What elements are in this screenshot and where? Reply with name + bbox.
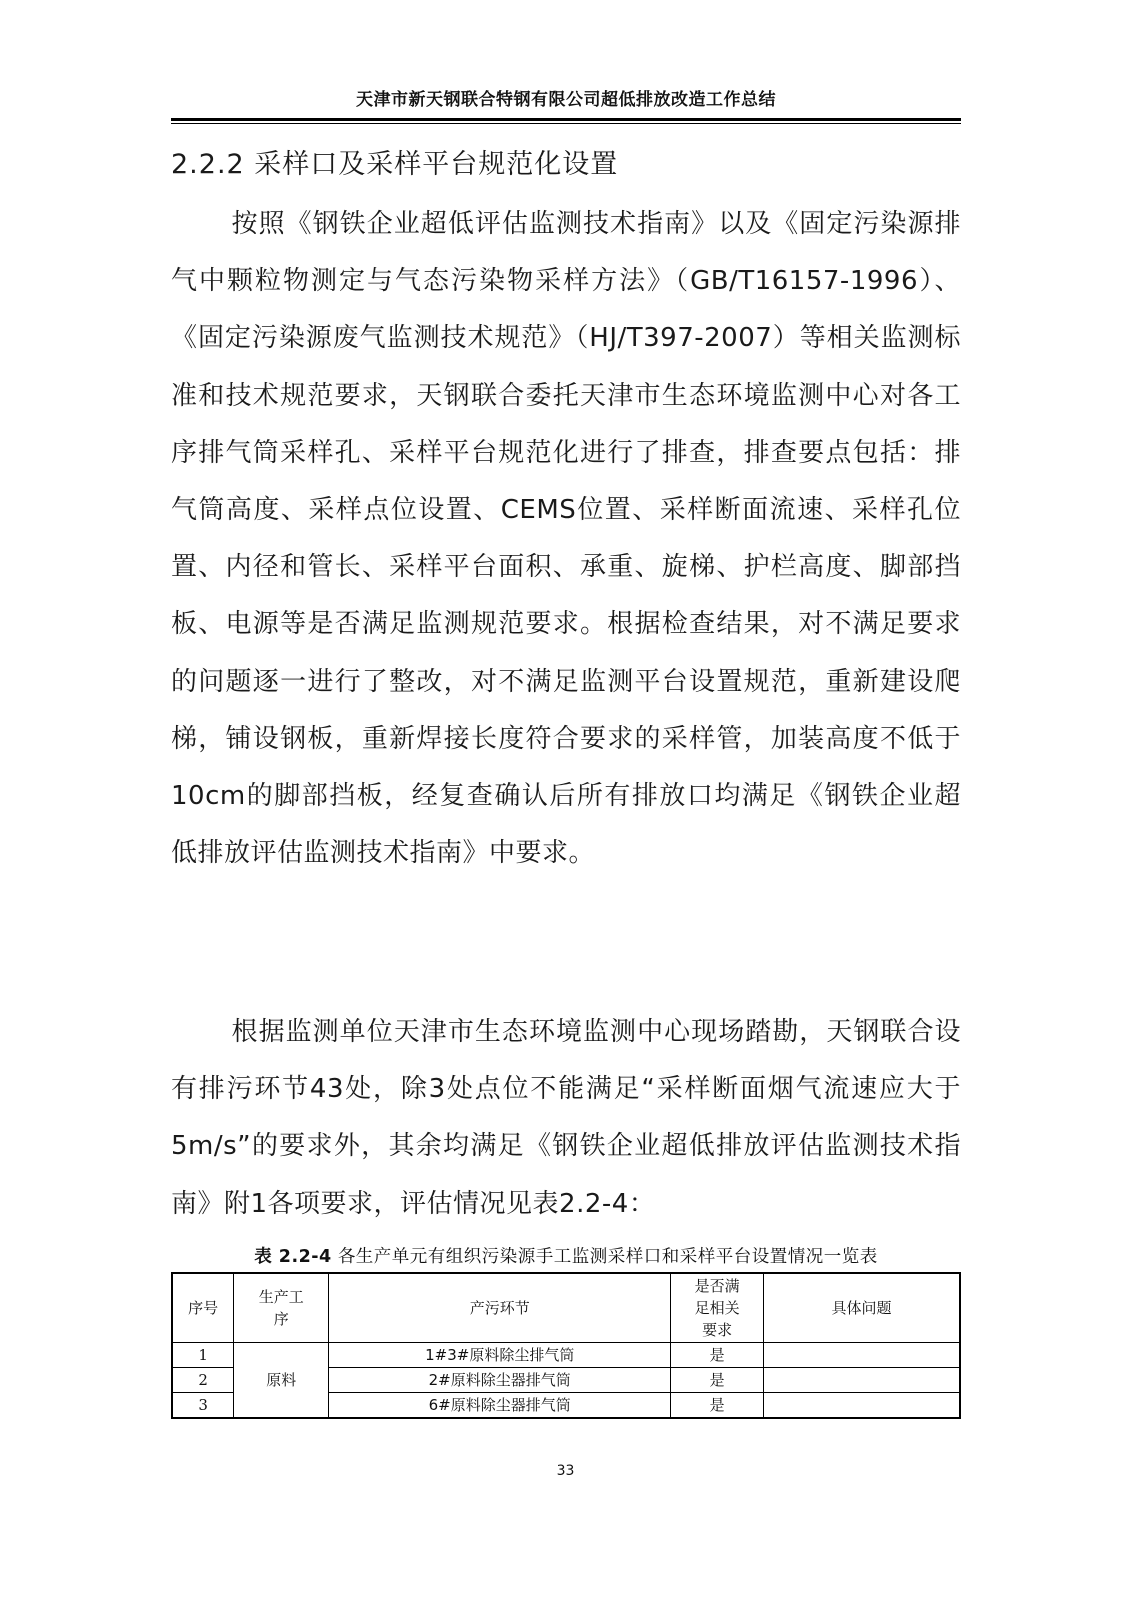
header-process: 生产工序 [234,1273,329,1343]
table-caption [171,1244,961,1270]
cell-link: 6#原料除尘器排气筒 [329,1393,671,1419]
table-caption-number: 表 2.2-4 [254,1247,332,1267]
table-row [172,1343,960,1368]
cell-compliant: 是 [671,1343,764,1368]
page-header-title: 天津市新天钢联合特钢有限公司超低排放改造工作总结 [356,90,776,110]
cell-compliant: 是 [671,1368,764,1393]
section-heading: 2.2.2 采样口及采样平台规范化设置 [171,149,619,180]
cell-index: 2 [172,1368,234,1393]
header-link: 产污环节 [329,1273,671,1343]
header-rule [171,118,961,121]
cell-link: 1#3#原料除尘排气筒 [329,1343,671,1368]
cell-compliant: 是 [671,1393,764,1419]
header-compliant: 是否满足相关要求 [671,1273,764,1343]
cell-link: 2#原料除尘器排气筒 [329,1368,671,1393]
sampling-port-table [171,1272,961,1419]
cell-process-group: 原料 [234,1343,329,1419]
body-paragraph-1 [171,196,961,882]
header-rule-thin [171,123,961,124]
cell-index: 1 [172,1343,234,1368]
cell-issue [764,1343,960,1368]
cell-issue [764,1368,960,1393]
paragraph-text: 按照《钢铁企业超低评估监测技术指南》以及《固定污染源排气中颗粒物测定与气态污染物采样方法》（GB/T16157-1996）、《固定污染源废气监测技术规范》（HJ/T397-2007）等相关监测标准和技术规范要求，天钢联合委托天津市生态环境监测中心对各工序排气筒采样孔、采样平台规范化进行了排查，排查要点包括：排气筒高度、采样点位设置、CEMS位置、采样断面流速、采样孔位置、内径和管长、采样平台面积、承重、旋梯、护栏高度、脚部挡板、电源等是否满足监测规范要求。根据检查结果，对不满足要求的问题逐一进行了整改，对不满足监测平台设置规范，重新建设爬梯，铺设钢板，重新焊接长度符合要求的采样管，加装高度不低于10cm的脚部挡板，经复查确认后所有排放口均满足《钢铁企业超低排放评估监测技术指南》中要求。 [171,209,961,869]
cell-issue [764,1393,960,1419]
paragraph-text: 根据监测单位天津市生态环境监测中心现场踏勘，天钢联合设有排污环节43处，除3处点位不能满足“采样断面烟气流速应大于5m/s”的要求外，其余均满足《钢铁企业超低排放评估监测技术指南》附1各项要求，评估情况见表2.2-4： [171,1017,961,1219]
table-caption-text: 各生产单元有组织污染源手工监测采样口和采样平台设置情况一览表 [337,1247,878,1267]
table-header-row [172,1273,960,1343]
page-number: 33 [556,1463,575,1479]
cell-index: 3 [172,1393,234,1419]
header-issue: 具体问题 [764,1273,960,1343]
header-index: 序号 [172,1273,234,1343]
body-paragraph-2 [171,1004,961,1233]
